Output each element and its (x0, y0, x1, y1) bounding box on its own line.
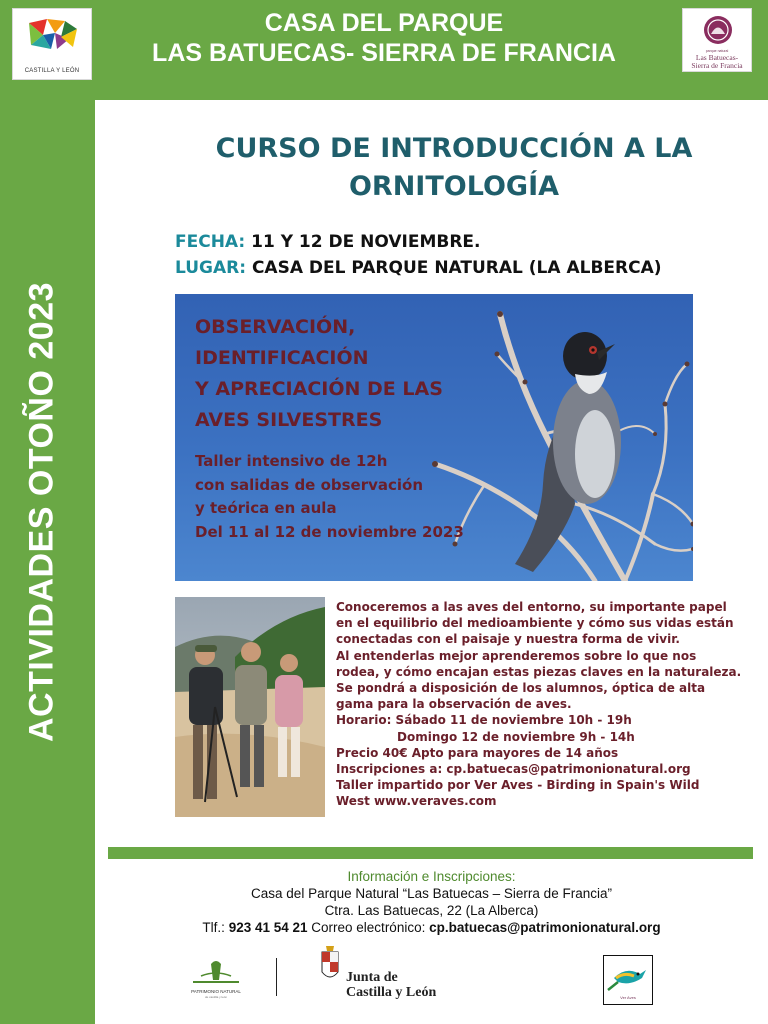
bird-photo (425, 294, 693, 581)
lugar-value: CASA DEL PARQUE NATURAL (LA ALBERCA) (251, 258, 662, 278)
panel-heading-line: OBSERVACIÓN, (195, 316, 356, 338)
header-title-line2: LAS BATUECAS- SIERRA DE FRANCIA (152, 39, 616, 67)
patrimonio-emblem-icon (185, 958, 247, 988)
panel-subtext-line: con salidas de observación (195, 475, 424, 494)
panel-heading (195, 312, 443, 436)
jcyl-text: Junta de Castilla y León (346, 970, 437, 1000)
patrimonio-name: PATRIMONIO NATURAL (191, 989, 241, 994)
panel-subtext (195, 450, 464, 544)
panel-subtext-line: Taller intensivo de 12h (195, 452, 388, 470)
castilla-y-leon-logo (12, 8, 92, 80)
cyl-logo-label: CASTILLA Y LEÓN (24, 68, 80, 74)
panel-heading-line: AVES SILVESTRES (195, 409, 383, 431)
header-title (95, 8, 673, 68)
course-title-line1: CURSO DE INTRODUCCIÓN A LA (215, 133, 693, 164)
parque-natural-logo (682, 8, 752, 72)
patrimonio-natural-logo (185, 958, 247, 1002)
precio-line: Precio 40€ Apto para mayores de 14 años (336, 745, 619, 760)
horario-line-2: Domingo 12 de noviembre 9h - 14h (397, 729, 635, 744)
fecha-line (175, 232, 481, 252)
panel-subtext-line: y teórica en aula (195, 499, 337, 517)
tlf-value: 923 41 54 21 (228, 920, 308, 935)
email-label: Correo electrónico: (311, 920, 426, 935)
description-line: rodea, y cómo encajan estas piezas claves en la naturaleza. (336, 664, 742, 679)
panel-subtext-line: Del 11 al 12 de noviembre 2023 (195, 522, 464, 541)
junta-castilla-leon-logo (318, 946, 437, 1002)
description-line: Al entenderlas mejor aprenderemos sobre lo que nos (336, 648, 697, 663)
ver-aves-logo (603, 955, 653, 1005)
taller-line: Taller impartido por Ver Aves - Birding in Spain's Wild (336, 778, 700, 793)
description-line: Conoceremos a las aves del entorno, su importante papel (336, 600, 727, 614)
horario-line: Horario: Sábado 11 de noviembre 10h - 19h (336, 713, 632, 728)
inscripciones-line: Inscripciones a: cp.batuecas@patrimonionatural.org (336, 762, 691, 777)
park-logo-name: Las Batuecas- Sierra de Francia (691, 53, 743, 70)
footer-contact (95, 919, 768, 936)
coat-of-arms-icon (318, 946, 342, 984)
cyl-emblem-icon (13, 9, 93, 69)
panel-heading-line: IDENTIFICACIÓN (195, 347, 369, 369)
logo-divider (276, 958, 277, 996)
description-line: conectadas con el paisaje y nuestra forma de vivir. (336, 632, 680, 647)
footer-info (95, 868, 768, 936)
description-line: gama para la observación de aves. (336, 697, 572, 712)
taller-line-2: West www.veraves.com (336, 794, 497, 809)
course-title-line2: ORNITOLOGÍA (348, 171, 560, 202)
veraves-name: Ver Aves (620, 995, 636, 1000)
email-value: cp.batuecas@patrimonionatural.org (429, 920, 661, 935)
footer-heading: Información e Inscripciones: (347, 869, 516, 884)
tlf-label: Tlf.: (202, 920, 225, 935)
promo-panel (175, 294, 693, 581)
header-title-line1: CASA DEL PARQUE (264, 9, 504, 37)
park-logo-small: parque natural (705, 49, 729, 53)
footer-road: Ctra. Las Batuecas, 22 (La Alberca) (324, 903, 539, 918)
side-banner: ACTIVIDADES OTOÑO 2023 (22, 281, 61, 743)
course-description (336, 599, 742, 810)
description-line: Se pondrá a disposición de los alumnos, óptica de alta (336, 681, 706, 696)
fecha-value: 11 Y 12 DE NOVIEMBRE. (251, 232, 481, 252)
lugar-line (175, 258, 662, 278)
fecha-label: FECHA: (175, 232, 246, 252)
course-title (180, 130, 728, 206)
patrimonio-sub: de castilla y león (204, 995, 228, 999)
birdwatchers-photo (175, 597, 325, 817)
footer-address: Casa del Parque Natural “Las Batuecas – Sierra de Francia” (251, 886, 612, 901)
bee-eater-icon (604, 956, 652, 996)
panel-heading-line: Y APRECIACIÓN DE LAS (195, 378, 443, 400)
footer-divider (108, 847, 753, 859)
park-emblem-icon (683, 9, 753, 49)
description-line: en el equilibrio del medioambiente y cómo sus vidas están (336, 616, 734, 631)
lugar-label: LUGAR: (175, 258, 247, 278)
